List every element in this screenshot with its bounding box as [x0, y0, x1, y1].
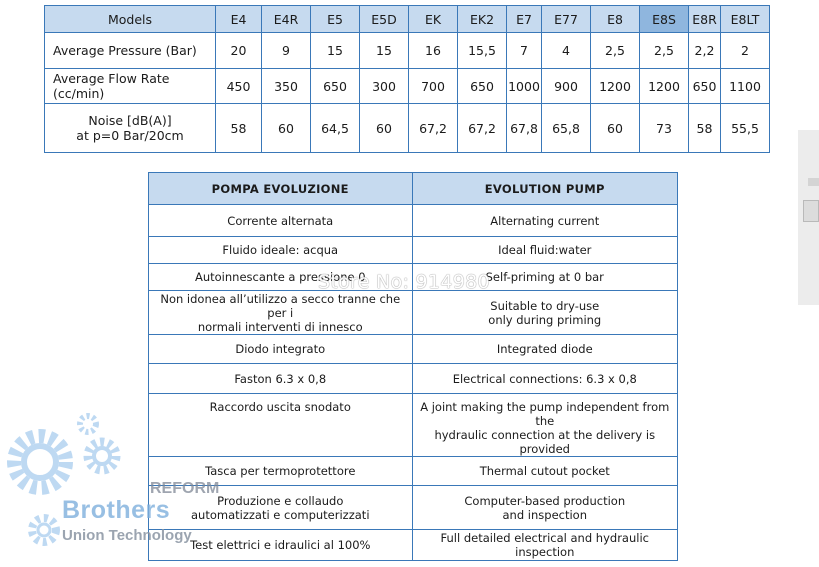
italian-cell: Corrente alternata [149, 205, 413, 237]
table-cell: 55,5 [721, 104, 770, 153]
italian-cell: Faston 6.3 x 0,8 [149, 364, 413, 394]
model-header: E8LT [721, 6, 770, 33]
english-cell: Alternating current [412, 205, 677, 237]
table-cell: 60 [262, 104, 311, 153]
cell-line: Produzione e collaudo [217, 493, 344, 508]
models-header: Models [45, 6, 216, 33]
table-cell: 4 [542, 33, 591, 69]
table-cell: 65,8 [542, 104, 591, 153]
model-header: E5 [311, 6, 360, 33]
pressure-row [45, 33, 770, 69]
feature-row [149, 335, 678, 364]
italian-cell: Autoinnescante a pressione 0 [149, 264, 413, 291]
model-header: E5D [360, 6, 409, 33]
english-cell: Thermal cutout pocket [412, 457, 677, 486]
model-header: E8R [689, 6, 721, 33]
cell-line: and inspection [502, 507, 587, 522]
row-label-line: at p=0 Bar/20cm [76, 128, 184, 143]
table-cell: 900 [542, 69, 591, 104]
table-cell: 67,2 [458, 104, 507, 153]
english-cell [412, 486, 677, 530]
table-cell: 67,8 [507, 104, 542, 153]
cell-line: Computer-based production [464, 493, 626, 508]
reform-watermark: REFORM [150, 480, 220, 497]
table-cell: 16 [409, 33, 458, 69]
cell-line: Suitable to dry-use [490, 298, 600, 313]
feature-row [149, 291, 678, 335]
union-technology-watermark: Union Technology [62, 527, 192, 544]
cell-line: Non idonea all’utilizzo a secco tranne che per i [160, 291, 401, 320]
table-cell: 60 [591, 104, 640, 153]
table-cell: 67,2 [409, 104, 458, 153]
row-label-line: Noise [dB(A)] [88, 113, 172, 128]
italian-cell [149, 291, 413, 335]
english-cell: Integrated diode [412, 335, 677, 364]
model-header: EK2 [458, 6, 507, 33]
spec-table [44, 5, 770, 153]
table-cell: 15 [360, 33, 409, 69]
table-cell: 1100 [721, 69, 770, 104]
table-cell: 350 [262, 69, 311, 104]
table-cell: 1000 [507, 69, 542, 104]
english-cell [412, 394, 677, 457]
table-cell: 9 [262, 33, 311, 69]
row-label [45, 104, 216, 153]
cell-line: hydraulic connection at the delivery is provided [434, 428, 656, 456]
english-cell: Electrical connections: 6.3 x 0,8 [412, 364, 677, 394]
table-cell: 650 [311, 69, 360, 104]
english-cell: Self-priming at 0 bar [412, 264, 677, 291]
flow-rate-row [45, 69, 770, 104]
table-cell: 2 [721, 33, 770, 69]
feature-header-row [149, 173, 678, 205]
table-cell: 20 [216, 33, 262, 69]
feature-row [149, 205, 678, 237]
italian-cell: Test elettrici e idraulici al 100% [149, 530, 413, 561]
italian-cell: Diodo integrato [149, 335, 413, 364]
side-panel-button[interactable] [803, 200, 819, 222]
table-cell: 650 [689, 69, 721, 104]
english-cell: Ideal fluid:water [412, 237, 677, 264]
model-header: E4 [216, 6, 262, 33]
table-cell: 58 [689, 104, 721, 153]
row-label: Average Flow Rate (cc/min) [45, 69, 216, 104]
cell-line: normali interventi di innesco [197, 319, 363, 334]
table-cell: 58 [216, 104, 262, 153]
italian-column-header: POMPA EVOLUZIONE [149, 173, 413, 205]
model-header: E77 [542, 6, 591, 33]
table-cell: 60 [360, 104, 409, 153]
cell-line: only during priming [488, 312, 602, 327]
noise-row [45, 104, 770, 153]
italian-cell: Raccordo uscita snodato [149, 394, 413, 457]
row-label: Average Pressure (Bar) [45, 33, 216, 69]
model-header: E7 [507, 6, 542, 33]
table-cell: 700 [409, 69, 458, 104]
feature-row [149, 237, 678, 264]
table-cell: 300 [360, 69, 409, 104]
model-header-highlighted: E8S [640, 6, 689, 33]
english-cell [412, 291, 677, 335]
italian-cell: Fluido ideale: acqua [149, 237, 413, 264]
table-cell: 2,5 [640, 33, 689, 69]
table-cell: 450 [216, 69, 262, 104]
model-header: EK [409, 6, 458, 33]
english-cell: Full detailed electrical and hydraulic inspection [412, 530, 677, 561]
table-cell: 64,5 [311, 104, 360, 153]
table-cell: 73 [640, 104, 689, 153]
model-header: E8 [591, 6, 640, 33]
table-cell: 650 [458, 69, 507, 104]
english-column-header: EVOLUTION PUMP [412, 173, 677, 205]
table-cell: 1200 [591, 69, 640, 104]
spec-header-row [45, 6, 770, 33]
model-header: E4R [262, 6, 311, 33]
brothers-watermark: Brothers [62, 496, 171, 524]
table-cell: 15,5 [458, 33, 507, 69]
table-cell: 2,5 [591, 33, 640, 69]
side-panel-chip [808, 178, 819, 186]
store-watermark: Store No: 914980 [318, 271, 490, 293]
table-cell: 1200 [640, 69, 689, 104]
table-cell: 2,2 [689, 33, 721, 69]
cell-line: automatizzati e computerizzati [190, 507, 370, 522]
italian-cell: Tasca per termoprotettore [149, 457, 413, 486]
feature-row [149, 364, 678, 394]
table-cell: 7 [507, 33, 542, 69]
table-cell: 15 [311, 33, 360, 69]
cell-line: A joint making the pump independent from the [420, 400, 670, 428]
